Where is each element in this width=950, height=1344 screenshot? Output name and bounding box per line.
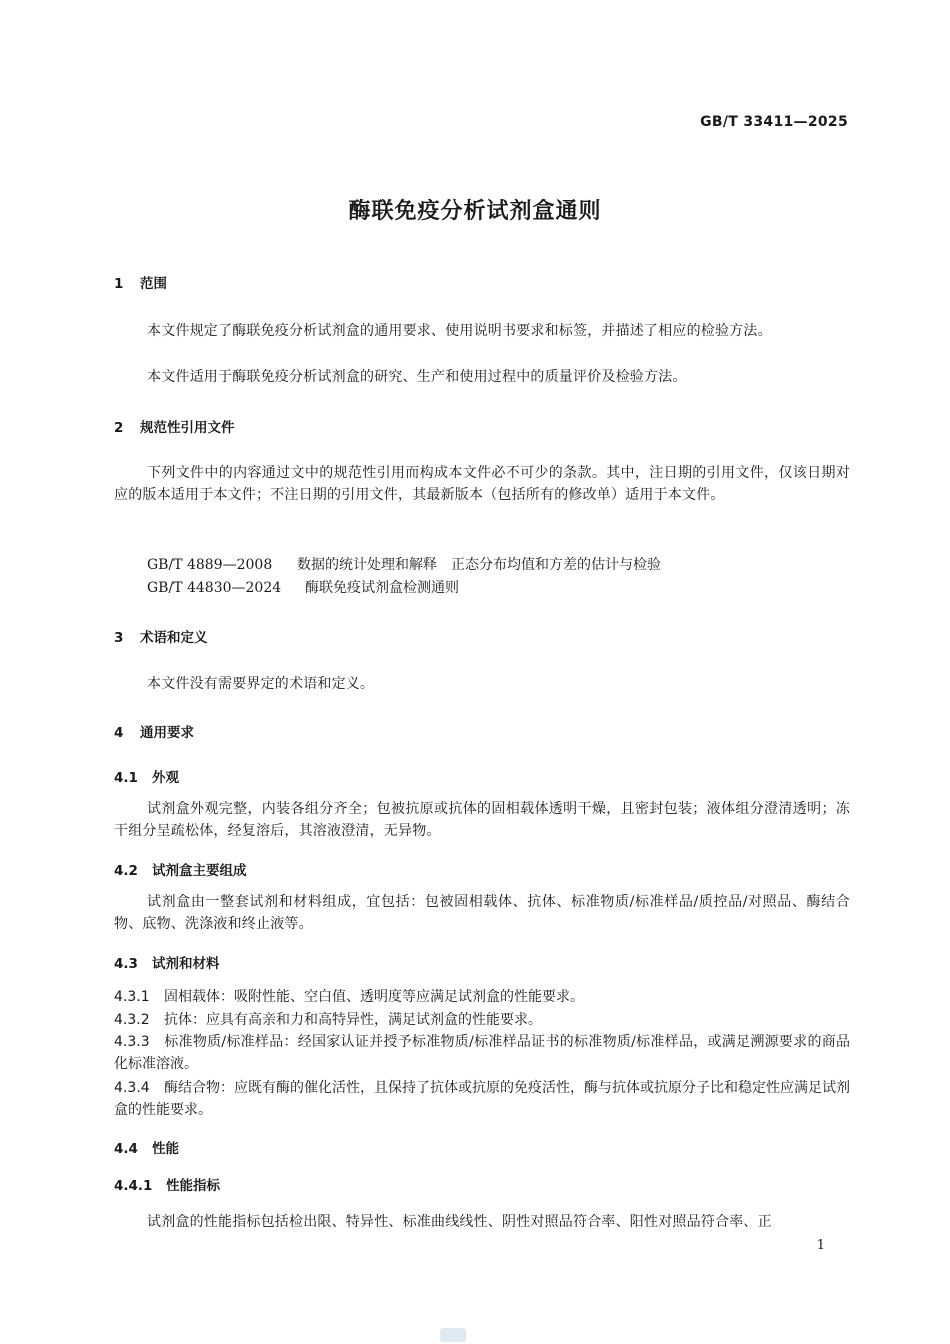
clause-text: 抗体：应具有高亲和力和高特异性，满足试剂盒的性能要求。 <box>164 1012 542 1028</box>
section-4-3-heading <box>114 952 220 972</box>
section-title: 试剂和材料 <box>152 956 220 972</box>
paragraph: 本文件没有需要界定的术语和定义。 <box>147 676 375 692</box>
paragraph: 本文件规定了酶联免疫分析试剂盒的通用要求、使用说明书要求和标签，并描述了相应的检验方法。 <box>147 323 772 339</box>
clause-text: 固相载体：吸附性能、空白值、透明度等应满足试剂盒的性能要求。 <box>164 989 584 1005</box>
clause-number: 4.3.1 <box>114 989 150 1005</box>
section-number: 4.3 <box>114 956 138 972</box>
section-3-heading <box>114 626 208 646</box>
clause <box>114 1009 850 1031</box>
section-number: 4.4.1 <box>114 1178 153 1194</box>
clause <box>114 986 850 1008</box>
page-number: 1 <box>816 1238 825 1253</box>
section-title: 通用要求 <box>140 725 194 741</box>
clause-text: 酶结合物：应既有酶的催化活性，且保持了抗体或抗原的免疫活性，酶与抗体或抗原分子比和稳定性应满足试剂盒的性能要求。 <box>114 1080 850 1118</box>
section-4-4-heading <box>114 1137 179 1157</box>
section-title: 术语和定义 <box>140 630 208 646</box>
section-title: 性能指标 <box>166 1178 220 1194</box>
paragraph: 试剂盒的性能指标包括检出限、特异性、标准曲线线性、阴性对照品符合率、阳性对照品符合率、正 <box>147 1214 772 1230</box>
section-number: 4.4 <box>114 1141 138 1157</box>
clause-number: 4.3.4 <box>114 1080 150 1096</box>
section-number: 4.1 <box>114 770 138 786</box>
normative-reference <box>147 577 459 597</box>
document-title: 酶联免疫分析试剂盒通则 <box>348 199 602 224</box>
section-1-heading <box>114 272 167 292</box>
section-title: 范围 <box>140 276 167 292</box>
section-title: 外观 <box>152 770 179 786</box>
reference-title: 数据的统计处理和解释 正态分布均值和方差的估计与检验 <box>297 557 661 573</box>
section-number: 4.2 <box>114 863 138 879</box>
section-title: 规范性引用文件 <box>140 420 235 436</box>
section-title: 性能 <box>152 1141 179 1157</box>
clause-number: 4.3.3 <box>114 1034 150 1050</box>
paragraph: 下列文件中的内容通过文中的规范性引用而构成本文件必不可少的条款。其中，注日期的引用文件，仅该日期对应的版本适用于本文件；不注日期的引用文件，其最新版本（包括所有的修改单）适用于本文件。 <box>114 465 850 503</box>
paragraph: 试剂盒外观完整，内装各组分齐全；包被抗原或抗体的固相载体透明干燥，且密封包装；液体组分澄清透明；冻干组分呈疏松体，经复溶后，其溶液澄清，无异物。 <box>114 801 850 839</box>
clause-text: 标准物质/标准样品：经国家认证并授予标准物质/标准样品证书的标准物质/标准样品，或满足溯源要求的商品化标准溶液。 <box>114 1034 850 1072</box>
clause-number: 4.3.2 <box>114 1012 150 1028</box>
paragraph: 本文件适用于酶联免疫分析试剂盒的研究、生产和使用过程中的质量评价及检验方法。 <box>147 369 687 385</box>
reference-code: GB/T 44830—2024 <box>147 580 282 596</box>
section-number: 2 <box>114 420 124 436</box>
clause <box>114 1031 850 1075</box>
section-4-heading <box>114 721 194 741</box>
section-number: 4 <box>114 725 124 741</box>
reference-title: 酶联免疫试剂盒检测通则 <box>305 580 459 596</box>
normative-reference <box>147 554 661 574</box>
paragraph: 试剂盒由一整套试剂和材料组成，宜包括：包被固相载体、抗体、标准物质/标准样品/质控品/对照品、酶结合物、底物、洗涤液和终止液等。 <box>114 894 850 932</box>
section-4-1-heading <box>114 766 179 786</box>
clause <box>114 1077 850 1121</box>
section-number: 3 <box>114 630 124 646</box>
reference-code: GB/T 4889—2008 <box>147 557 273 573</box>
watermark-logo <box>440 1328 466 1342</box>
section-2-heading <box>114 416 235 436</box>
section-number: 1 <box>114 276 124 292</box>
section-4-4-1-heading <box>114 1174 220 1194</box>
standard-code: GB/T 33411—2025 <box>700 114 848 130</box>
section-title: 试剂盒主要组成 <box>152 863 247 879</box>
section-4-2-heading <box>114 859 247 879</box>
